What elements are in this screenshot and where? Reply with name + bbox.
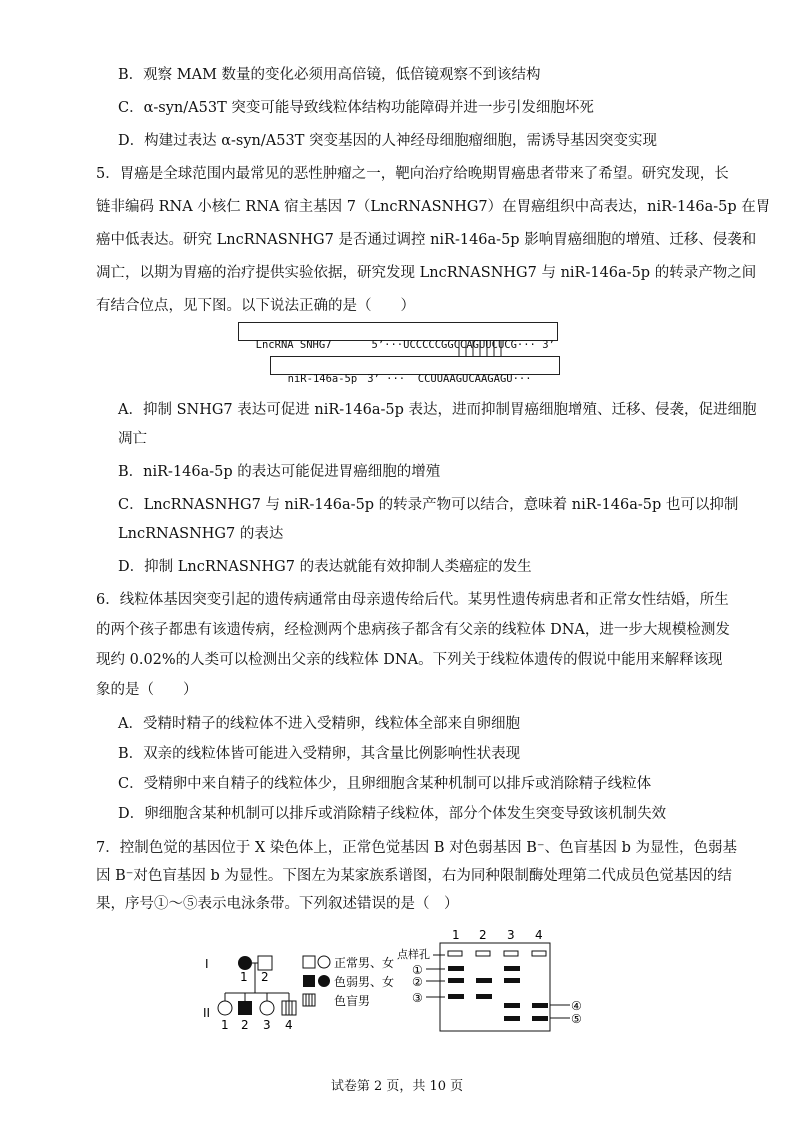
gel-band [532,1016,548,1021]
q5-option-c: C．LncRNASNHG7 与 niR-146a-5p 的转录产物可以结合，意味着 niR-146a-5p 也可以抑制 [118,497,739,513]
band-label: ⑤ [571,1012,582,1026]
q5-stem-line: 有结合位点，见下图。以下说法正确的是（ ） [96,298,415,314]
sample-well [504,951,518,956]
page-footer: 试卷第 2 页，共 10 页 [330,1079,464,1094]
legend-colorweak: 色弱男、女 [334,975,395,989]
q7-stem-line: 7．控制色觉的基因位于 X 染色体上，正常色觉基因 B 对色弱基因 B⁻、色盲基因 b 为显性，色弱基 [96,840,738,856]
gel-band [448,966,464,971]
q6-option-d: D．卵细胞含某种机制可以排斥或消除精子线粒体，部分个体发生突变导致该机制失效 [118,806,667,822]
legend-normal-female-icon [318,956,330,968]
q5-stem-line: 凋亡，以期为胃癌的治疗提供实验依据，研究发现 LncRNASNHG7 与 niR-146a-5p 的转录产物之间 [96,265,757,281]
band-label: ② [412,975,423,989]
q6-stem-line: 象的是（ ） [96,682,198,698]
gen1-male-normal [258,956,272,970]
gen1-num: 1 [240,970,248,984]
q6-option-c: C．受精卵中来自精子的线粒体少，且卵细胞含某种机制可以排斥或消除精子线粒体 [118,776,652,792]
band-label: ③ [412,991,423,1005]
mirna-sequence-box [270,356,560,385]
lncrna-sequence: 5’···UCCCCCGGCCAGUUCUCG··· 3’ [371,339,555,351]
gel-band [504,978,520,983]
lncrna-label: LncRNA SNHG7 [255,339,332,351]
gel-band [504,1016,520,1021]
gel-band [476,978,492,983]
q5-stem-line: 5．胃癌是全球范围内最常见的恶性肿瘤之一，靶向治疗给晚期胃癌患者带来了希望。研究发现，长 [96,166,729,182]
base-pairing-lines [455,341,515,356]
q5-option-d: D．抑制 LncRNASNHG7 的表达就能有效抑制人类癌症的发生 [118,559,532,575]
electrophoresis-gel [395,925,595,1035]
well-label: 点样孔 [397,948,430,961]
gen2-male-colorweak [238,1001,252,1015]
pedigree-chart [195,925,405,1035]
band-label: ④ [571,999,582,1013]
mirna-label: niR-146a-5p [287,373,358,385]
gen1-female-colorweak [238,956,252,970]
q6-option-a: A．受精时精子的线粒体不进入受精卵，线粒体全部来自卵细胞 [118,716,520,732]
gen2-num: 3 [263,1018,271,1032]
gen2-female-normal [218,1001,232,1015]
q5-option-b: B．niR-146a-5p 的表达可能促进胃癌细胞的增殖 [118,464,441,480]
q6-stem-line: 的两个孩子都患有该遗传病，经检测两个患病孩子都含有父亲的线粒体 DNA，进一步大规模检测发 [96,622,730,638]
mirna-sequence: 3’ ··· CCUUAAGUCAAGAGU··· [367,373,532,385]
gen2-num: 2 [241,1018,249,1032]
gel-band [504,1003,520,1008]
gen1-num: 2 [261,970,269,984]
gen2-female-normal [260,1001,274,1015]
gel-band [504,966,520,971]
lane-number: 3 [507,928,515,942]
gel-band [448,978,464,983]
sample-well [448,951,462,956]
legend-normal: 正常男、女 [334,956,395,970]
gel-band [532,1003,548,1008]
generation-2-label: II [203,1006,211,1020]
gen2-num: 4 [285,1018,293,1032]
lane-number: 4 [535,928,543,942]
legend-colorblind: 色盲男 [334,994,371,1008]
legend-colorweak-male-icon [303,975,315,987]
q5-option-c-cont: LncRNASNHG7 的表达 [118,526,284,542]
gel-band [476,994,492,999]
lane-number: 1 [452,928,460,942]
q7-stem-line: 因 B⁻对色盲基因 b 为显性。下图左为某家族系谱图，右为同种限制酶处理第二代成员色觉基因的结 [96,868,732,884]
q5-stem-line: 癌中低表达。研究 LncRNASNHG7 是否通过调控 niR-146a-5p 影响胃癌细胞的增殖、迁移、侵袭和 [96,232,757,248]
sample-well [476,951,490,956]
q4-option-c: C．α-syn/A53T 突变可能导致线粒体结构功能障碍并进一步引发细胞坏死 [118,100,594,116]
lncrna-sequence-box [238,322,558,351]
q5-stem-line: 链非编码 RNA 小核仁 RNA 宿主基因 7（LncRNASNHG7）在胃癌组织中高表达，niR-146a-5p 在胃 [96,199,771,215]
q7-stem-line: 果，序号①～⑤表示电泳条带。下列叙述错误的是（ ） [96,896,459,912]
q5-option-a-cont: 凋亡 [118,431,147,447]
band-label: ① [412,963,423,977]
legend-normal-male-icon [303,956,315,968]
sample-well [532,951,546,956]
q4-option-d: D．构建过表达 α-syn/A53T 突变基因的人神经母细胞瘤细胞，需诱导基因突变实现 [118,133,657,149]
q4-option-b: B．观察 MAM 数量的变化必须用高倍镜，低倍镜观察不到该结构 [118,67,541,83]
q6-option-b: B．双亲的线粒体皆可能进入受精卵，其含量比例影响性状表现 [118,746,521,762]
lane-number: 2 [479,928,487,942]
generation-1-label: I [205,957,209,971]
q6-stem-line: 现约 0.02%的人类可以检测出父亲的线粒体 DNA。下列关于线粒体遗传的假说中能用来解释该现 [96,652,723,668]
q5-option-a: A．抑制 SNHG7 表达可促进 niR-146a-5p 表达，进而抑制胃癌细胞增殖、迁移、侵袭，促进细胞 [118,402,757,418]
q6-stem-line: 6．线粒体基因突变引起的遗传病通常由母亲遗传给后代。某男性遗传病患者和正常女性结婚，所生 [96,592,729,608]
gen2-num: 1 [221,1018,229,1032]
gel-band [448,994,464,999]
legend-colorweak-female-icon [318,975,330,987]
